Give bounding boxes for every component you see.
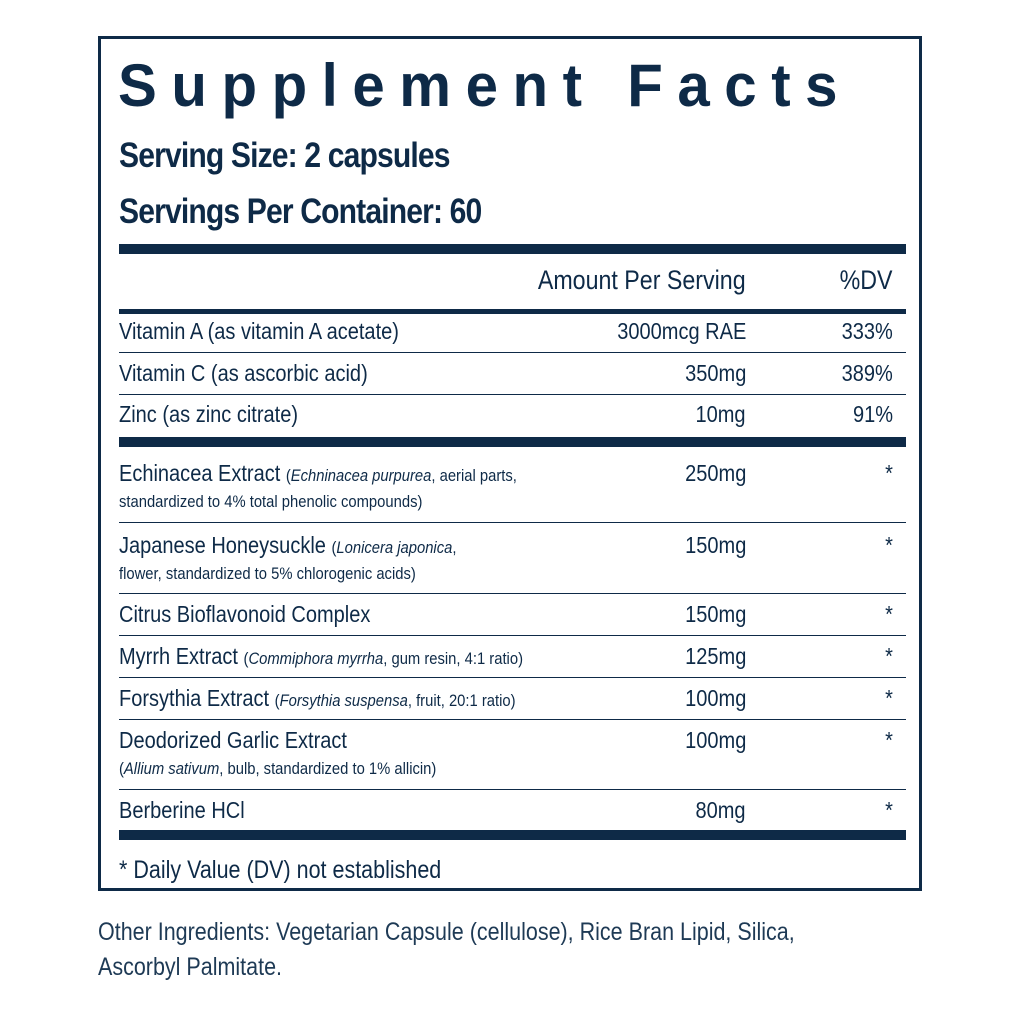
row-divider bbox=[119, 394, 906, 395]
ingredient-amount: 250mg bbox=[684, 460, 746, 486]
ingredient-dv: * bbox=[885, 532, 893, 558]
ingredient-detail: , fruit, 20:1 ratio) bbox=[407, 691, 516, 710]
daily-value-header: %DV bbox=[840, 265, 893, 295]
serving-size: Serving Size: 2 capsules bbox=[119, 136, 450, 175]
ingredient-species: Allium sativum bbox=[123, 759, 220, 778]
ingredient-amount: 150mg bbox=[684, 601, 746, 627]
ingredient-dv: * bbox=[885, 685, 893, 711]
ingredient-detail-line: , bulb, standardized to 1% allicin) bbox=[219, 759, 437, 778]
nutrient-name: Zinc (as zinc citrate) bbox=[119, 401, 299, 427]
ingredient-species: Lonicera japonica bbox=[336, 538, 453, 557]
thick-divider bbox=[119, 244, 906, 254]
ingredient-dv: * bbox=[885, 797, 893, 823]
ingredient-amount: 150mg bbox=[684, 532, 746, 558]
row-divider bbox=[119, 677, 906, 678]
ingredient-amount: 80mg bbox=[695, 797, 746, 823]
ingredient-dv: * bbox=[885, 643, 893, 669]
ingredient-name: Myrrh Extract bbox=[119, 643, 238, 669]
nutrient-amount: 3000mcg RAE bbox=[616, 318, 746, 344]
medium-divider bbox=[119, 309, 906, 314]
ingredient-name: Forsythia Extract bbox=[119, 685, 270, 711]
other-ingredients: Other Ingredients: Vegetarian Capsule (cellulose), Rice Bran Lipid, Silica, Ascorbyl Palmitate. bbox=[98, 918, 795, 981]
ingredient-detail: , aerial parts, bbox=[431, 466, 517, 485]
row-divider bbox=[119, 719, 906, 720]
nutrient-dv: 91% bbox=[852, 401, 893, 427]
ingredient-dv: * bbox=[885, 727, 893, 753]
nutrient-amount: 10mg bbox=[695, 401, 746, 427]
ingredient-species: Echninacea purpurea bbox=[290, 466, 432, 485]
panel-title: Supplement Facts bbox=[118, 52, 853, 119]
ingredient-name: Berberine HCl bbox=[119, 797, 245, 823]
ingredient-amount: 100mg bbox=[684, 727, 746, 753]
nutrient-name: Vitamin C (as ascorbic acid) bbox=[119, 360, 368, 386]
ingredient-dv: * bbox=[885, 460, 893, 486]
ingredient-species: Forsythia suspensa bbox=[279, 691, 408, 710]
ingredient-detail-line: flower, standardized to 5% chlorogenic acids) bbox=[119, 564, 416, 583]
nutrient-dv: 389% bbox=[841, 360, 893, 386]
ingredient-name: Echinacea Extract bbox=[119, 460, 281, 486]
row-divider bbox=[119, 635, 906, 636]
thick-divider bbox=[119, 830, 906, 840]
ingredient-amount: 125mg bbox=[684, 643, 746, 669]
daily-value-footnote: * Daily Value (DV) not established bbox=[119, 856, 442, 884]
ingredient-detail: , bbox=[452, 538, 457, 557]
thick-divider bbox=[119, 437, 906, 447]
ingredient-detail-line: standardized to 4% total phenolic compounds) bbox=[119, 492, 423, 511]
ingredient-species: Commiphora myrrha bbox=[248, 649, 384, 668]
ingredient-dv: * bbox=[885, 601, 893, 627]
ingredient-name: Japanese Honeysuckle bbox=[119, 532, 326, 558]
nutrient-name: Vitamin A (as vitamin A acetate) bbox=[119, 318, 399, 344]
amount-per-serving-header: Amount Per Serving bbox=[538, 265, 746, 295]
row-divider bbox=[119, 593, 906, 594]
ingredient-name: Citrus Bioflavonoid Complex bbox=[119, 601, 371, 627]
nutrient-dv: 333% bbox=[841, 318, 893, 344]
ingredient-name: Deodorized Garlic Extract bbox=[119, 727, 347, 753]
row-divider bbox=[119, 352, 906, 353]
ingredient-amount: 100mg bbox=[684, 685, 746, 711]
servings-per-container: Servings Per Container: 60 bbox=[119, 192, 482, 231]
nutrient-amount: 350mg bbox=[684, 360, 746, 386]
row-divider bbox=[119, 789, 906, 790]
row-divider bbox=[119, 522, 906, 523]
ingredient-detail: , gum resin, 4:1 ratio) bbox=[383, 649, 523, 668]
